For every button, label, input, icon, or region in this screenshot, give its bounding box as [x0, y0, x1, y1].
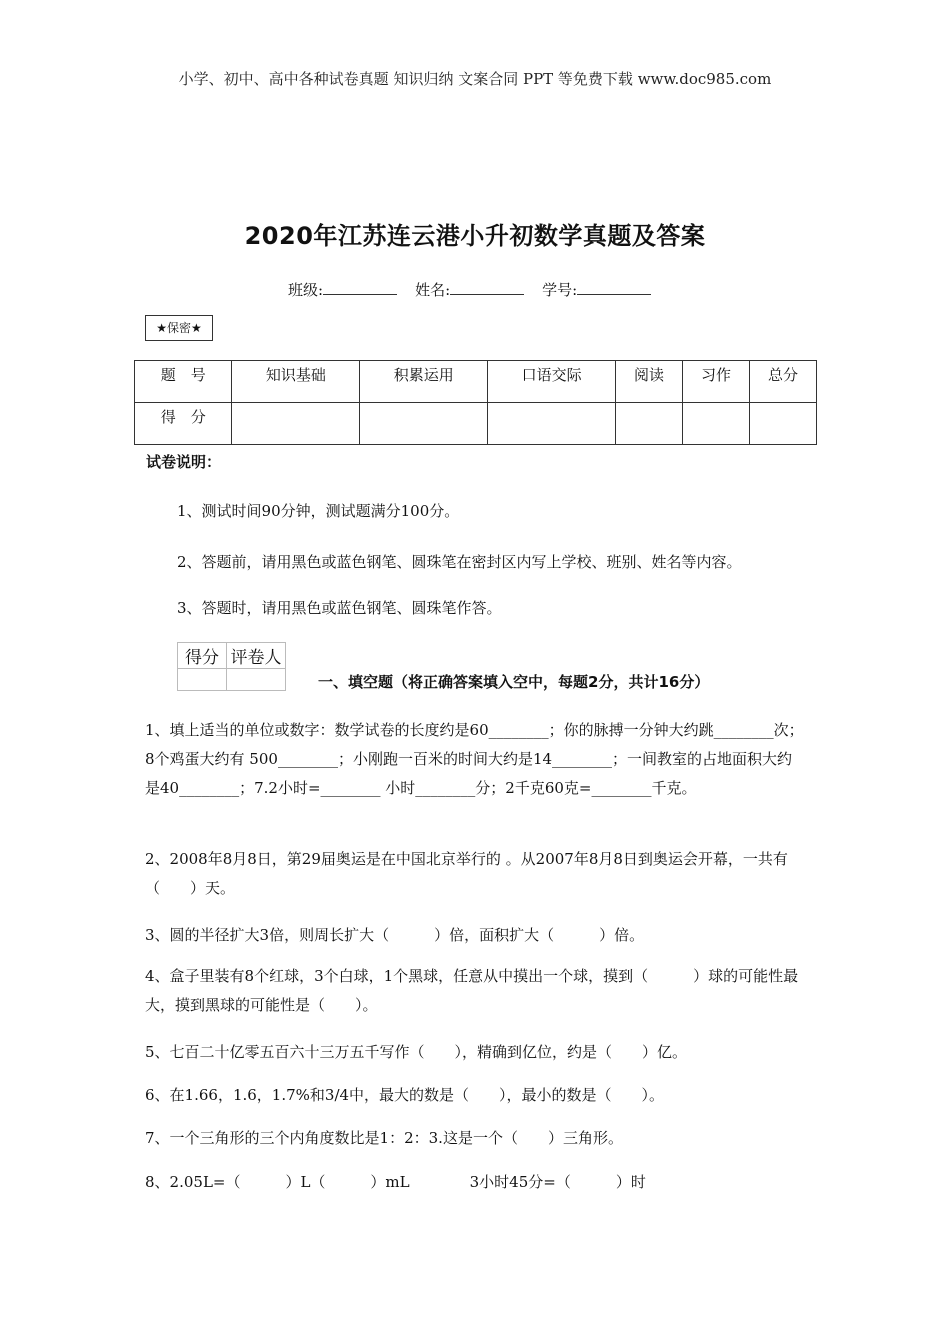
- grader-reviewer-label: 评卷人: [227, 643, 286, 669]
- question-2: 2、2008年8月8日，第29届奥运是在中国北京举行的 。从2007年8月8日到奥运会开幕，一共有（ ）天。: [145, 850, 788, 897]
- question-7: 7、一个三角形的三个内角度数比是1：2：3.这是一个（ ）三角形。: [145, 1129, 623, 1147]
- question-1: 1、填上适当的单位或数字：数学试卷的长度约是60________；你的脉搏一分钟大约跳________次；8个鸡蛋大约有 500________；小刚跑一百米的时间大约是14________；一间教室的占地面积大约是40________；7.2小时=________ 小时________分；2千克60克=________千克。: [145, 721, 804, 797]
- name-label: 姓名:: [415, 281, 451, 299]
- score-cell[interactable]: [488, 403, 616, 445]
- grader-score-cell[interactable]: [178, 669, 227, 691]
- student-info-row: [288, 279, 708, 300]
- class-field[interactable]: [288, 279, 397, 300]
- score-cell[interactable]: [616, 403, 683, 445]
- grader-box: [177, 642, 286, 691]
- score-cell[interactable]: [232, 403, 360, 445]
- name-field[interactable]: [415, 279, 524, 300]
- score-cell[interactable]: [360, 403, 488, 445]
- page-title: 2020年江苏连云港小升初数学真题及答案: [244, 222, 706, 250]
- score-table: [134, 360, 817, 445]
- question-8: 8、2.05L=（ ）L（ ）mL 3小时45分=（ ）时: [145, 1173, 646, 1191]
- score-table-header-row: [135, 361, 817, 403]
- score-header-cell: 习作: [682, 361, 749, 403]
- score-cell[interactable]: [682, 403, 749, 445]
- grader-score-label: 得分: [178, 643, 227, 669]
- question-3: 3、圆的半径扩大3倍，则周长扩大（ ）倍，面积扩大（ ）倍。: [145, 926, 645, 944]
- score-header-cell: 口语交际: [488, 361, 616, 403]
- page-header: 小学、初中、高中各种试卷真题 知识归纳 文案合同 PPT 等免费下载 www.doc985.com: [178, 70, 772, 88]
- instruction-item: 2、答题前，请用黑色或蓝色钢笔、圆珠笔在密封区内写上学校、班别、姓名等内容。: [177, 553, 742, 571]
- section-title: 一、填空题（将正确答案填入空中，每题2分，共计16分）: [318, 673, 710, 691]
- student-id-label: 学号:: [542, 281, 578, 299]
- question-5: 5、七百二十亿零五百六十三万五千写作（ ），精确到亿位，约是（ ）亿。: [145, 1043, 688, 1061]
- score-header-cell: 总分: [749, 361, 816, 403]
- score-header-cell: 知识基础: [232, 361, 360, 403]
- confidential-badge: ★保密★: [145, 315, 213, 341]
- instructions-heading: 试卷说明：: [146, 453, 222, 471]
- score-header-cell: 积累运用: [360, 361, 488, 403]
- score-header-cell: 题 号: [135, 361, 232, 403]
- score-header-cell: 阅读: [616, 361, 683, 403]
- grader-reviewer-cell[interactable]: [227, 669, 286, 691]
- instruction-item: 3、答题时，请用黑色或蓝色钢笔、圆珠笔作答。: [177, 599, 502, 617]
- instruction-item: 1、测试时间90分钟，测试题满分100分。: [177, 502, 460, 520]
- score-row-label: 得 分: [135, 403, 232, 445]
- score-cell[interactable]: [749, 403, 816, 445]
- class-label: 班级:: [288, 281, 324, 299]
- score-table-score-row: [135, 403, 817, 445]
- student-id-field[interactable]: [542, 279, 651, 300]
- question-6: 6、在1.66，1.6，1.7%和3/4中，最大的数是（ ），最小的数是（ ）。: [145, 1086, 665, 1104]
- question-4: 4、盒子里装有8个红球，3个白球，1个黑球，任意从中摸出一个球，摸到（ ）球的可能性最大，摸到黑球的可能性是（ ）。: [145, 967, 799, 1014]
